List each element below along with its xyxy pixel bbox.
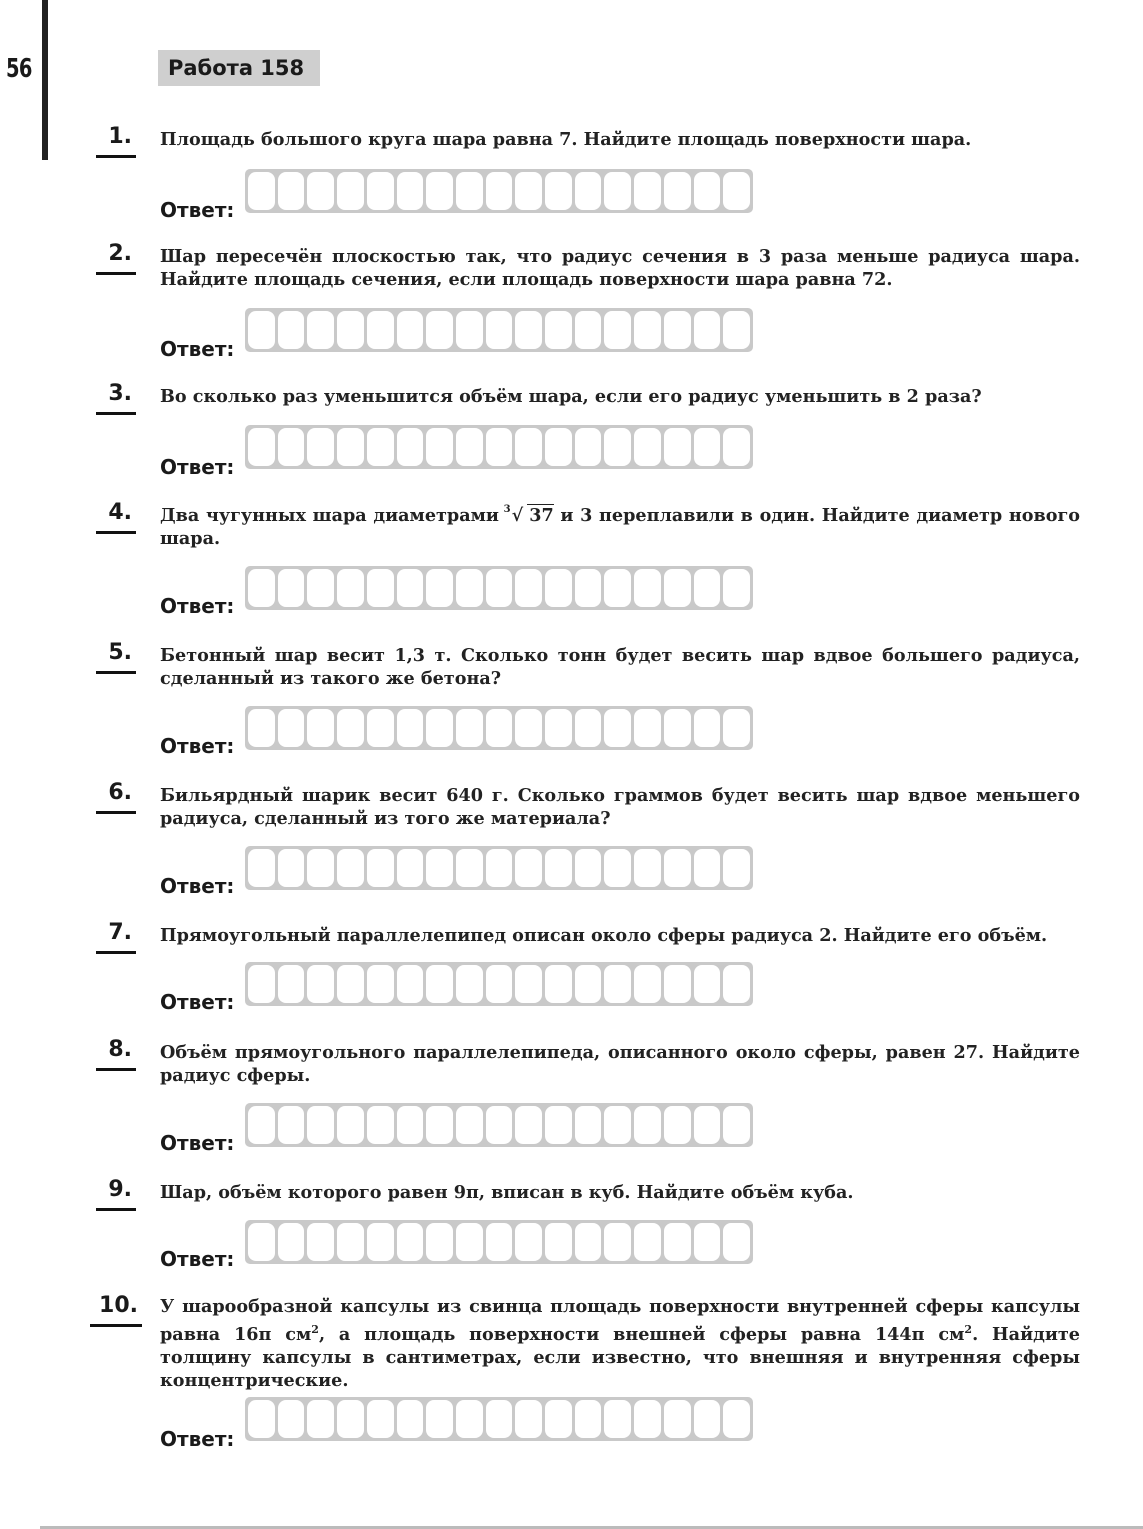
answer-cell[interactable]	[664, 311, 691, 349]
answer-cell[interactable]	[604, 965, 631, 1003]
answer-cell[interactable]	[723, 1400, 750, 1438]
answer-cell[interactable]	[694, 1106, 721, 1144]
answer-label: Ответ:	[160, 455, 235, 479]
answer-cell[interactable]	[545, 428, 572, 466]
answer-cell[interactable]	[694, 849, 721, 887]
answer-cell[interactable]	[515, 965, 542, 1003]
answer-cell[interactable]	[694, 1400, 721, 1438]
answer-cell[interactable]	[515, 709, 542, 747]
answer-cell[interactable]	[426, 1223, 453, 1261]
answer-field[interactable]	[245, 1103, 753, 1147]
answer-cell[interactable]	[367, 311, 394, 349]
answer-label: Ответ:	[160, 734, 235, 758]
answer-cell[interactable]	[664, 428, 691, 466]
answer-cell[interactable]	[545, 1106, 572, 1144]
answer-cell[interactable]	[694, 311, 721, 349]
answer-cell[interactable]	[515, 1223, 542, 1261]
answer-cell[interactable]	[634, 1106, 661, 1144]
answer-cell[interactable]	[664, 965, 691, 1003]
answer-cell[interactable]	[723, 428, 750, 466]
answer-cell[interactable]	[456, 849, 483, 887]
answer-cell[interactable]	[723, 965, 750, 1003]
answer-cell[interactable]	[456, 709, 483, 747]
answer-field[interactable]	[245, 1397, 753, 1441]
answer-cell[interactable]	[397, 1400, 424, 1438]
task-number: 10.	[90, 1293, 142, 1327]
answer-label: Ответ:	[160, 874, 235, 898]
task-number: 2.	[96, 241, 136, 275]
answer-cell[interactable]	[248, 569, 275, 607]
root-value: 37	[529, 505, 554, 526]
answer-cell[interactable]	[426, 1400, 453, 1438]
task-text: Прямоугольный параллелепипед описан около сферы радиуса 2. Найдите его объём.	[160, 925, 1048, 946]
answer-cell[interactable]	[575, 428, 602, 466]
answer-cell[interactable]	[515, 1400, 542, 1438]
answer-cell[interactable]	[397, 311, 424, 349]
answer-cell[interactable]	[397, 965, 424, 1003]
answer-cell[interactable]	[486, 172, 513, 210]
answer-cell[interactable]	[337, 849, 364, 887]
answer-cell[interactable]	[545, 172, 572, 210]
task-text: Бетонный шар весит 1,3 т. Сколько тонн будет весить шар вдвое большего радиуса, сделанный из такого же бетона?	[160, 645, 1080, 689]
answer-cell[interactable]	[307, 849, 334, 887]
answer-cell[interactable]	[337, 172, 364, 210]
answer-cell[interactable]	[426, 172, 453, 210]
answer-cell[interactable]	[278, 1223, 305, 1261]
answer-cell[interactable]	[604, 569, 631, 607]
task-text: Площадь большого круга шара равна 7. Найдите площадь поверхности шара.	[160, 129, 972, 150]
answer-label: Ответ:	[160, 337, 235, 361]
answer-cell[interactable]	[248, 965, 275, 1003]
answer-cell[interactable]	[426, 428, 453, 466]
answer-cell[interactable]	[307, 1106, 334, 1144]
answer-cell[interactable]	[367, 172, 394, 210]
answer-cell[interactable]	[575, 569, 602, 607]
answer-cell[interactable]	[634, 428, 661, 466]
answer-cell[interactable]	[486, 311, 513, 349]
answer-cell[interactable]	[337, 1223, 364, 1261]
answer-cell[interactable]	[307, 311, 334, 349]
answer-cell[interactable]	[337, 1106, 364, 1144]
answer-cell[interactable]	[604, 1106, 631, 1144]
answer-cell[interactable]	[456, 1106, 483, 1144]
answer-cell[interactable]	[486, 709, 513, 747]
answer-field[interactable]	[245, 706, 753, 750]
answer-cell[interactable]	[545, 311, 572, 349]
answer-cell[interactable]	[694, 569, 721, 607]
answer-cell[interactable]	[337, 311, 364, 349]
answer-cell[interactable]	[248, 849, 275, 887]
answer-cell[interactable]	[634, 569, 661, 607]
answer-cell[interactable]	[604, 1400, 631, 1438]
answer-cell[interactable]	[397, 1106, 424, 1144]
task-text-part: Два чугунных шара диаметрами	[160, 505, 499, 526]
answer-cell[interactable]	[723, 1223, 750, 1261]
answer-cell[interactable]	[307, 965, 334, 1003]
answer-cell[interactable]	[456, 965, 483, 1003]
answer-cell[interactable]	[278, 172, 305, 210]
answer-cell[interactable]	[307, 172, 334, 210]
answer-cell[interactable]	[694, 428, 721, 466]
answer-cell[interactable]	[367, 965, 394, 1003]
answer-cell[interactable]	[723, 849, 750, 887]
answer-cell[interactable]	[694, 1223, 721, 1261]
task-number: 6.	[96, 780, 136, 814]
answer-cell[interactable]	[575, 849, 602, 887]
answer-cell[interactable]	[278, 1400, 305, 1438]
answer-cell[interactable]	[248, 709, 275, 747]
answer-label: Ответ:	[160, 1247, 235, 1271]
task-number: 1.	[96, 124, 136, 158]
answer-cell[interactable]	[456, 1223, 483, 1261]
answer-cell[interactable]	[426, 311, 453, 349]
answer-cell[interactable]	[248, 1400, 275, 1438]
answer-cell[interactable]	[486, 569, 513, 607]
answer-cell[interactable]	[456, 1400, 483, 1438]
task-text-part: и 3 переплавили в один. Найдите диаметр нового шара.	[160, 505, 1080, 549]
answer-cell[interactable]	[634, 1400, 661, 1438]
answer-cell[interactable]	[367, 1106, 394, 1144]
task-text: Бильярдный шарик весит 640 г. Сколько граммов будет весить шар вдвое меньшего радиуса, сделанный из того же материала?	[160, 785, 1080, 829]
answer-cell[interactable]	[278, 849, 305, 887]
answer-cell[interactable]	[723, 1106, 750, 1144]
answer-cell[interactable]	[397, 569, 424, 607]
answer-label: Ответ:	[160, 1427, 235, 1451]
answer-cell[interactable]	[367, 849, 394, 887]
answer-cell[interactable]	[486, 849, 513, 887]
task-text-part: . Найдите толщину капсулы в сантиметрах, если известно, что внешняя и внутренняя сферы концентрические.	[160, 1323, 1080, 1391]
answer-cell[interactable]	[634, 709, 661, 747]
answer-label: Ответ:	[160, 990, 235, 1014]
answer-cell[interactable]	[397, 172, 424, 210]
answer-cell[interactable]	[307, 709, 334, 747]
answer-cell[interactable]	[248, 1223, 275, 1261]
task-text: Шар пересечён плоскостью так, что радиус сечения в 3 раза меньше радиуса шара. Найдите площадь сечения, если площадь поверхности шара равна 72.	[160, 246, 1080, 290]
answer-label: Ответ:	[160, 198, 235, 222]
answer-cell[interactable]	[575, 311, 602, 349]
task-number: 5.	[96, 640, 136, 674]
answer-cell[interactable]	[337, 965, 364, 1003]
superscript: 2	[964, 1323, 973, 1336]
answer-cell[interactable]	[278, 709, 305, 747]
answer-cell[interactable]	[545, 1400, 572, 1438]
answer-cell[interactable]	[278, 569, 305, 607]
answer-cell[interactable]	[723, 172, 750, 210]
answer-cell[interactable]	[604, 709, 631, 747]
answer-cell[interactable]	[664, 709, 691, 747]
answer-cell[interactable]	[397, 709, 424, 747]
answer-field[interactable]	[245, 566, 753, 610]
answer-cell[interactable]	[426, 849, 453, 887]
answer-cell[interactable]	[278, 428, 305, 466]
answer-cell[interactable]	[634, 172, 661, 210]
answer-cell[interactable]	[278, 965, 305, 1003]
answer-cell[interactable]	[515, 428, 542, 466]
answer-cell[interactable]	[367, 1223, 394, 1261]
answer-cell[interactable]	[397, 1223, 424, 1261]
answer-cell[interactable]	[337, 1400, 364, 1438]
answer-cell[interactable]	[604, 172, 631, 210]
answer-cell[interactable]	[664, 1400, 691, 1438]
answer-cell[interactable]	[634, 1223, 661, 1261]
answer-cell[interactable]	[486, 428, 513, 466]
task-number: 3.	[96, 381, 136, 415]
answer-cell[interactable]	[278, 1106, 305, 1144]
answer-cell[interactable]	[486, 1106, 513, 1144]
answer-cell[interactable]	[664, 569, 691, 607]
answer-cell[interactable]	[664, 172, 691, 210]
answer-cell[interactable]	[278, 311, 305, 349]
margin-bar	[42, 0, 48, 160]
answer-cell[interactable]	[248, 311, 275, 349]
task-number: 8.	[96, 1037, 136, 1071]
answer-cell[interactable]	[604, 849, 631, 887]
answer-cell[interactable]	[575, 709, 602, 747]
task-text: Шар, объём которого равен 9π, вписан в куб. Найдите объём куба.	[160, 1182, 854, 1203]
answer-cell[interactable]	[248, 172, 275, 210]
answer-cell[interactable]	[426, 1106, 453, 1144]
cube-root: 3 √ 37	[506, 504, 554, 527]
answer-cell[interactable]	[397, 428, 424, 466]
task-text-part: У шарообразной капсулы из свинца площадь поверхности внутренней сферы капсулы равна 16π см	[160, 1296, 1080, 1345]
answer-cell[interactable]	[545, 709, 572, 747]
answer-cell[interactable]	[575, 965, 602, 1003]
answer-cell[interactable]	[634, 311, 661, 349]
answer-cell[interactable]	[694, 965, 721, 1003]
answer-cell[interactable]	[604, 428, 631, 466]
answer-cell[interactable]	[515, 172, 542, 210]
answer-cell[interactable]	[248, 1106, 275, 1144]
answer-cell[interactable]	[545, 849, 572, 887]
task-number: 4.	[96, 500, 136, 534]
answer-cell[interactable]	[486, 1223, 513, 1261]
answer-cell[interactable]	[367, 709, 394, 747]
answer-cell[interactable]	[664, 849, 691, 887]
answer-cell[interactable]	[456, 172, 483, 210]
root-index: 3	[503, 504, 511, 515]
answer-field[interactable]	[245, 169, 753, 213]
answer-cell[interactable]	[426, 965, 453, 1003]
answer-cell[interactable]	[634, 849, 661, 887]
answer-cell[interactable]	[664, 1223, 691, 1261]
answer-cell[interactable]	[456, 428, 483, 466]
answer-field[interactable]	[245, 846, 753, 890]
answer-cell[interactable]	[723, 709, 750, 747]
answer-field[interactable]	[245, 425, 753, 469]
answer-label: Ответ:	[160, 1131, 235, 1155]
answer-cell[interactable]	[337, 569, 364, 607]
answer-cell[interactable]	[723, 569, 750, 607]
answer-cell[interactable]	[575, 172, 602, 210]
superscript: 2	[311, 1323, 319, 1336]
answer-cell[interactable]	[723, 311, 750, 349]
answer-cell[interactable]	[694, 172, 721, 210]
answer-cell[interactable]	[486, 1400, 513, 1438]
answer-cell[interactable]	[307, 428, 334, 466]
answer-cell[interactable]	[575, 1223, 602, 1261]
answer-cell[interactable]	[307, 1400, 334, 1438]
answer-cell[interactable]	[515, 569, 542, 607]
page-title: Работа 158	[158, 50, 320, 86]
answer-cell[interactable]	[307, 569, 334, 607]
answer-cell[interactable]	[367, 1400, 394, 1438]
answer-cell[interactable]	[634, 965, 661, 1003]
task-text: Во сколько раз уменьшится объём шара, если его радиус уменьшить в 2 раза?	[160, 386, 982, 407]
answer-cell[interactable]	[337, 709, 364, 747]
answer-cell[interactable]	[545, 965, 572, 1003]
answer-cell[interactable]	[515, 1106, 542, 1144]
answer-cell[interactable]	[456, 311, 483, 349]
answer-cell[interactable]	[575, 1400, 602, 1438]
answer-cell[interactable]	[367, 428, 394, 466]
task-text: Объём прямоугольного параллелепипеда, описанного около сферы, равен 27. Найдите радиус сферы.	[160, 1042, 1080, 1086]
page-number: 56	[6, 54, 32, 84]
answer-label: Ответ:	[160, 594, 235, 618]
answer-cell[interactable]	[515, 849, 542, 887]
answer-cell[interactable]	[604, 1223, 631, 1261]
answer-cell[interactable]	[545, 1223, 572, 1261]
answer-cell[interactable]	[575, 1106, 602, 1144]
task-number: 9.	[96, 1177, 136, 1211]
answer-cell[interactable]	[515, 311, 542, 349]
answer-cell[interactable]	[545, 569, 572, 607]
task-text-part: , а площадь поверхности внешней сферы равна 144π см	[318, 1323, 965, 1345]
answer-cell[interactable]	[426, 569, 453, 607]
answer-field[interactable]	[245, 1220, 753, 1264]
answer-cell[interactable]	[486, 965, 513, 1003]
task-text	[160, 504, 1080, 550]
answer-cell[interactable]	[664, 1106, 691, 1144]
answer-cell[interactable]	[456, 569, 483, 607]
answer-cell[interactable]	[426, 709, 453, 747]
answer-cell[interactable]	[397, 849, 424, 887]
task-number: 7.	[96, 920, 136, 954]
answer-field[interactable]	[245, 308, 753, 352]
answer-cell[interactable]	[604, 311, 631, 349]
answer-cell[interactable]	[307, 1223, 334, 1261]
answer-cell[interactable]	[367, 569, 394, 607]
answer-field[interactable]	[245, 962, 753, 1006]
answer-cell[interactable]	[694, 709, 721, 747]
answer-cell[interactable]	[248, 428, 275, 466]
task-text	[160, 1295, 1080, 1392]
answer-cell[interactable]	[337, 428, 364, 466]
